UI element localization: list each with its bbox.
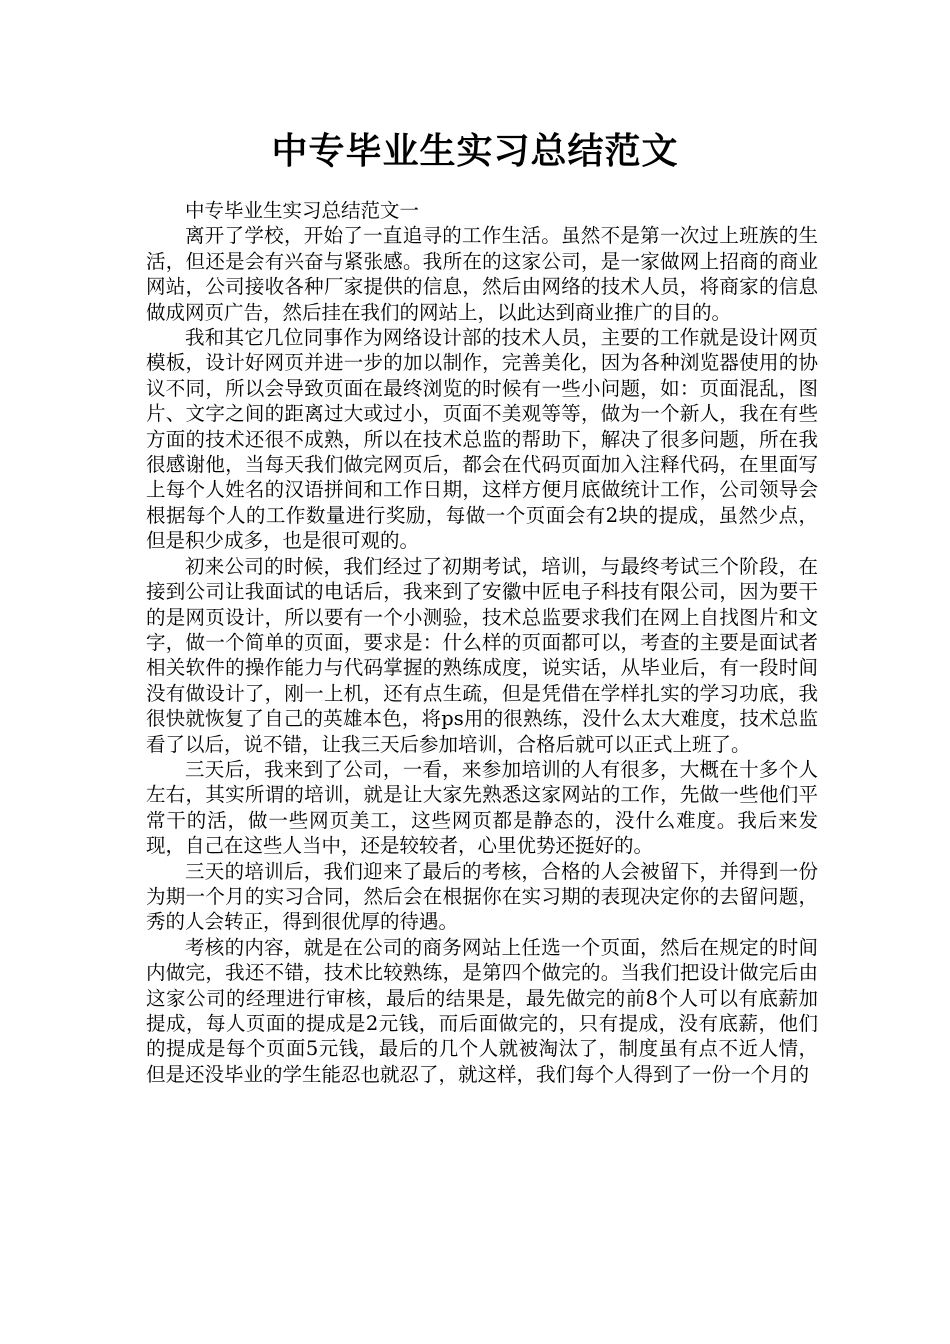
paragraph: 三天的培训后，我们迎来了最后的考核，合格的人会被留下，并得到一份为期一个月的实习合同，然后会在根据你在实习期的表现决定你的去留问题，秀的人会转正，得到很优厚的待遇。 [146,859,818,934]
document-body [146,198,818,1087]
document-title: 中专毕业生实习总结范文 [271,131,679,172]
paragraph: 考核的内容，就是在公司的商务网站上任选一个页面，然后在规定的时间内做完，我还不错，技术比较熟练，是第四个做完的。当我们把设计做完后由这家公司的经理进行审核，最后的结果是，最先做完的前8个人可以有底薪加提成，每人页面的提成是2元钱，而后面做完的，只有提成，没有底薪，他们的提成是每个页面5元钱，最后的几个人就被淘汰了，制度虽有点不近人情，但是还没毕业的学生能忍也就忍了，就这样，我们每个人得到了一份一个月的 [146,935,818,1086]
section-subtitle: 中专毕业生实习总结范文一 [185,199,420,222]
paragraph: 初来公司的时候，我们经过了初期考试，培训，与最终考试三个阶段，在接到公司让我面试的电话后，我来到了安徽中匠电子科技有限公司，因为要干的是网页设计，所以要有一个小测验，技术总监要求我们在网上自找图片和文字，做一个简单的页面，要求是：什么样的页面都可以，考查的主要是面试者相关软件的操作能力与代码掌握的熟练成度，说实话，从毕业后，有一段时间没有做设计了，刚一上机，还有点生疏，但是凭借在学样扎实的学习功底，我很快就恢复了自己的英雄本色，将ps用的很熟练，没什么太大难度，技术总监看了以后，说不错，让我三天后参加培训，合格后就可以正式上班了。 [146,554,818,756]
paragraph: 三天后，我来到了公司，一看，来参加培训的人有很多，大概在十多个人左右，其实所谓的培训，就是让大家先熟悉这家网站的工作，先做一些他们平常干的活，做一些网页美工，这些网页都是静态的，没什么难度。我后来发现，自己在这些人当中，还是较较者，心里优势还挺好的。 [146,757,818,858]
paragraph: 离开了学校，开始了一直追寻的工作生活。虽然不是第一次过上班族的生活，但还是会有兴奋与紧张感。我所在的这家公司，是一家做网上招商的商业网站，公司接收各种厂家提供的信息，然后由网络的技术人员，将商家的信息做成网页广告，然后挂在我们的网站上，以此达到商业推广的目的。 [146,224,818,324]
paragraph: 我和其它几位同事作为网络设计部的技术人员，主要的工作就是设计网页模板，设计好网页并进一步的加以制作，完善美化，因为各种浏览器使用的协议不同，所以会导致页面在最终浏览的时候有一些小问题，如：页面混乱，图片、文字之间的距离过大或过小，页面不美观等等，做为一个新人，我在有些方面的技术还很不成熟，所以在技术总监的帮助下，解决了很多问题，所在我很感谢他，当每天我们做完网页后，都会在代码页面加入注释代码，在里面写上每个人姓名的汉语拼间和工作日期，这样方便月底做统计工作，公司领导会根据每个人的工作数量进行奖励，每做一个页面会有2块的提成，虽然少点，但是积少成多，也是很可观的。 [146,326,818,553]
